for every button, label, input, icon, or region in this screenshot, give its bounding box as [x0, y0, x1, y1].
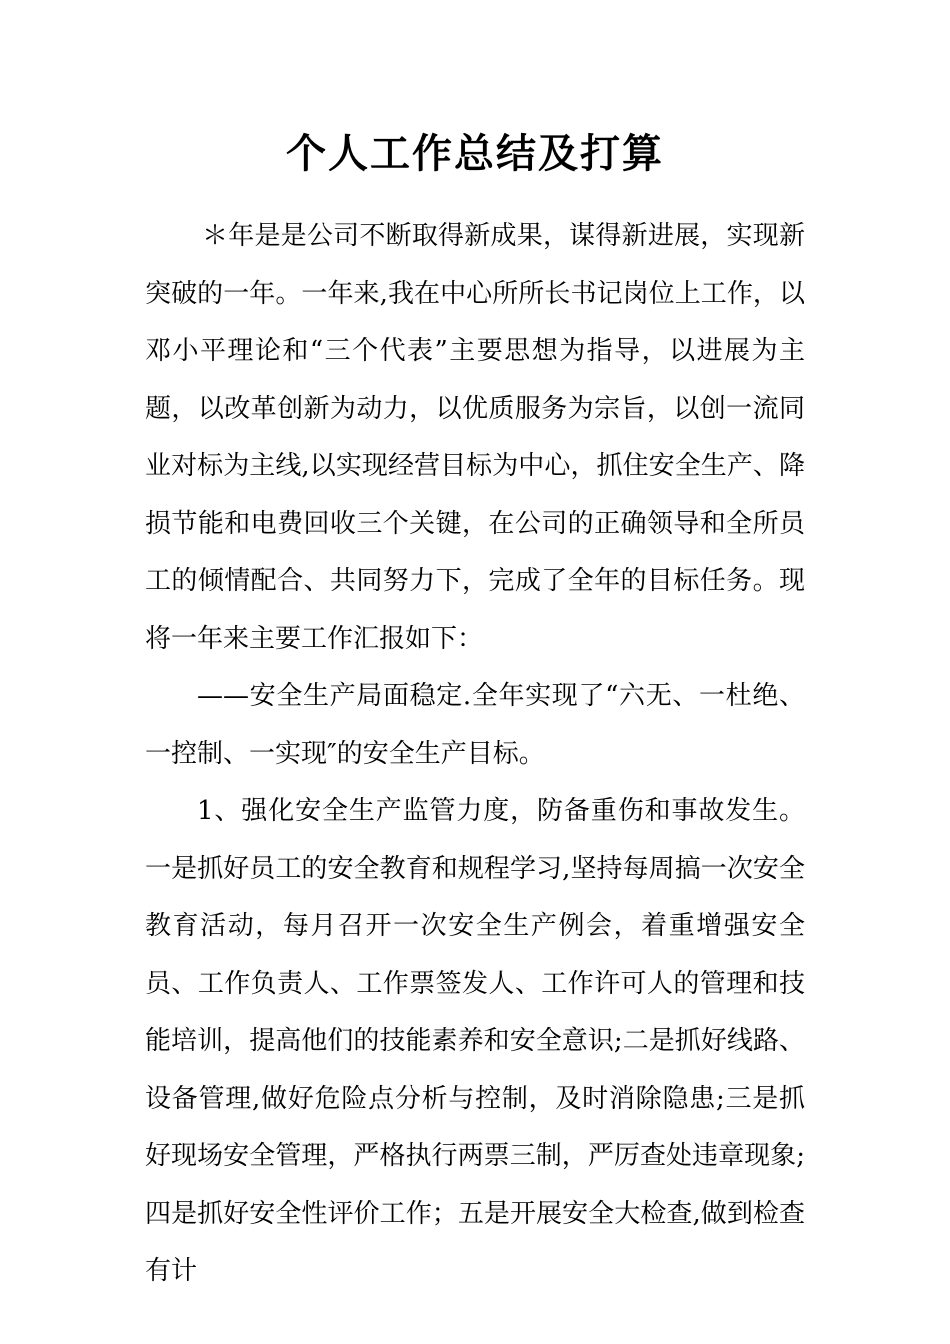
- document-title: 个人工作总结及打算: [286, 130, 664, 177]
- paragraph-safety-summary: ——安全生产局面稳定.全年实现了“六无、一杜绝、一控制、一实现″的安全生产目标。: [145, 681, 805, 769]
- paragraph-safety-measures: 1、强化安全生产监管力度，防备重伤和事故发生。一是抓好员工的安全教育和规程学习,坚持每周搞一次安全教育活动，每月召开一次安全生产例会，着重增强安全员、工作负责人、工作票签发人、工作许可人的管理和技能培训，提高他们的技能素养和安全意识;二是抓好线路、设备管理,做好危险点分析与控制，及时消除隐患;三是抓好现场安全管理，严格执行两票三制，严厉查处违章现象;四是抓好安全性评价工作；五是开展安全大检查,做到检查有计: [145, 796, 805, 1286]
- paragraph-intro: ＊年是是公司不断取得新成果，谋得新进展，实现新突破的一年。一年来,我在中心所所长书记岗位上工作，以邓小平理论和“三个代表”主要思想为指导，以进展为主题，以改革创新为动力，以优质服务为宗旨，以创一流同业对标为主线,以实现经营目标为中心，抓住安全生产、降损节能和电费回收三个关键，在公司的正确领导和全所员工的倾情配合、共同努力下，完成了全年的目标任务。现将一年来主要工作汇报如下：: [145, 221, 805, 654]
- document-body: [145, 208, 805, 1301]
